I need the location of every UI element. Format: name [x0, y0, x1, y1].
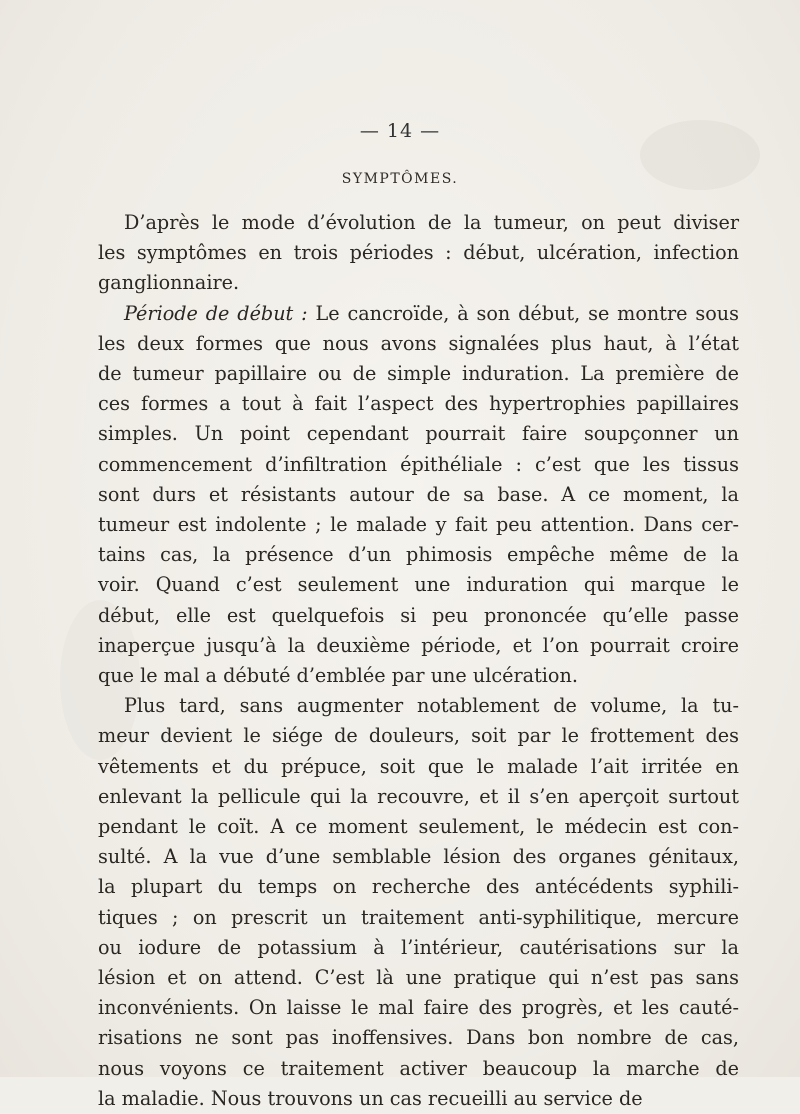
- line-text: D’après le mode d’évolution de la tumeur, on peut diviser: [124, 211, 739, 234]
- text-line: [98, 238, 739, 268]
- text-line: [98, 842, 739, 872]
- line-text: les symptômes en trois périodes : début, ulcération, infection: [98, 241, 739, 265]
- paragraph-heading: Période de début :: [124, 301, 308, 325]
- text-line: [98, 1084, 739, 1114]
- text-line: [98, 389, 739, 419]
- line-text: risations ne sont pas inoffensives. Dans bon nombre de cas,: [98, 1026, 739, 1050]
- line-text: Plus tard, sans augmenter notablement de volume, la tu-: [124, 694, 739, 718]
- line-text: ganglionnaire.: [98, 271, 240, 295]
- text-line: [98, 812, 739, 842]
- text-line: [98, 601, 739, 631]
- page-number: — 14 —: [359, 120, 441, 142]
- line-text: ou iodure de potassium à l’intérieur, cautérisations sur la: [98, 935, 739, 959]
- text-line: [98, 903, 739, 933]
- text-line: [98, 752, 739, 782]
- text-line: [98, 1054, 739, 1084]
- text-line: [98, 268, 739, 298]
- text-line: [98, 963, 739, 993]
- text-line: [98, 933, 739, 963]
- line-text: les deux formes que nous avons signalées plus haut, à l’état: [98, 331, 739, 355]
- text-line: [98, 570, 739, 600]
- text-line: [98, 782, 739, 812]
- text-line: [98, 872, 739, 902]
- text-line: [98, 329, 739, 359]
- text-line: [124, 208, 739, 238]
- line-text: sulté. A la vue d’une semblable lésion des organes génitaux,: [98, 845, 739, 869]
- line-text: inconvénients. On laisse le mal faire des progrès, et les cauté-: [98, 996, 739, 1020]
- line-text: Le cancroïde, à son début, se montre sous: [307, 301, 739, 325]
- text-line: [98, 480, 739, 510]
- text-line: [98, 1023, 739, 1053]
- line-text: la maladie. Nous trouvons un cas recueilli au service de: [98, 1086, 643, 1110]
- line-text: ces formes a tout à fait l’aspect des hypertrophies papillaires: [98, 392, 739, 416]
- line-text: vêtements et du prépuce, soit que le malade l’ait irritée en: [98, 754, 739, 778]
- line-text: début, elle est quelquefois si peu prononcée qu’elle passe: [98, 603, 739, 627]
- line-text: enlevant la pellicule qui la recouvre, et il s’en aperçoit surtout: [98, 784, 739, 808]
- text-line: [98, 359, 739, 389]
- line-text: lésion et on attend. C’est là une pratique qui n’est pas sans: [98, 966, 739, 989]
- text-line: [98, 721, 739, 751]
- section-title: SYMPTÔMES.: [341, 171, 459, 187]
- text-line: [98, 450, 739, 480]
- text-line: [98, 993, 739, 1023]
- line-text: la plupart du temps on recherche des antécédents syphili-: [98, 875, 739, 899]
- line-text: que le mal a débuté d’emblée par une ulcération.: [98, 664, 578, 687]
- text-line: [98, 540, 739, 570]
- line-text: tumeur est indolente ; le malade y fait peu attention. Dans cer-: [98, 513, 739, 536]
- line-text: commencement d’infiltration épithéliale : c’est que les tissus: [98, 452, 739, 476]
- line-text: nous voyons ce traitement activer beaucoup la marche de: [98, 1056, 739, 1080]
- text-line: [98, 419, 739, 449]
- text-line: [98, 510, 739, 540]
- line-text: meur devient le siége de douleurs, soit par le frottement des: [98, 724, 739, 748]
- line-text: tiques ; on prescrit un traitement anti-syphilitique, mercure: [98, 905, 739, 929]
- text-line: [124, 299, 739, 329]
- text-line: [124, 691, 739, 721]
- line-text: pendant le coït. A ce moment seulement, le médecin est con-: [98, 815, 739, 838]
- line-text: simples. Un point cependant pourrait faire soupçonner un: [98, 422, 739, 446]
- line-text: de tumeur papillaire ou de simple induration. La première de: [98, 362, 739, 385]
- line-text: inaperçue jusqu’à la deuxième période, et l’on pourrait croire: [98, 633, 739, 657]
- line-text: tains cas, la présence d’un phimosis empêche même de la: [98, 543, 739, 567]
- line-text: sont durs et résistants autour de sa base. A ce moment, la: [98, 482, 739, 506]
- text-line: [98, 631, 739, 661]
- text-line: [98, 661, 739, 691]
- line-text: voir. Quand c’est seulement une induration qui marque le: [98, 573, 739, 597]
